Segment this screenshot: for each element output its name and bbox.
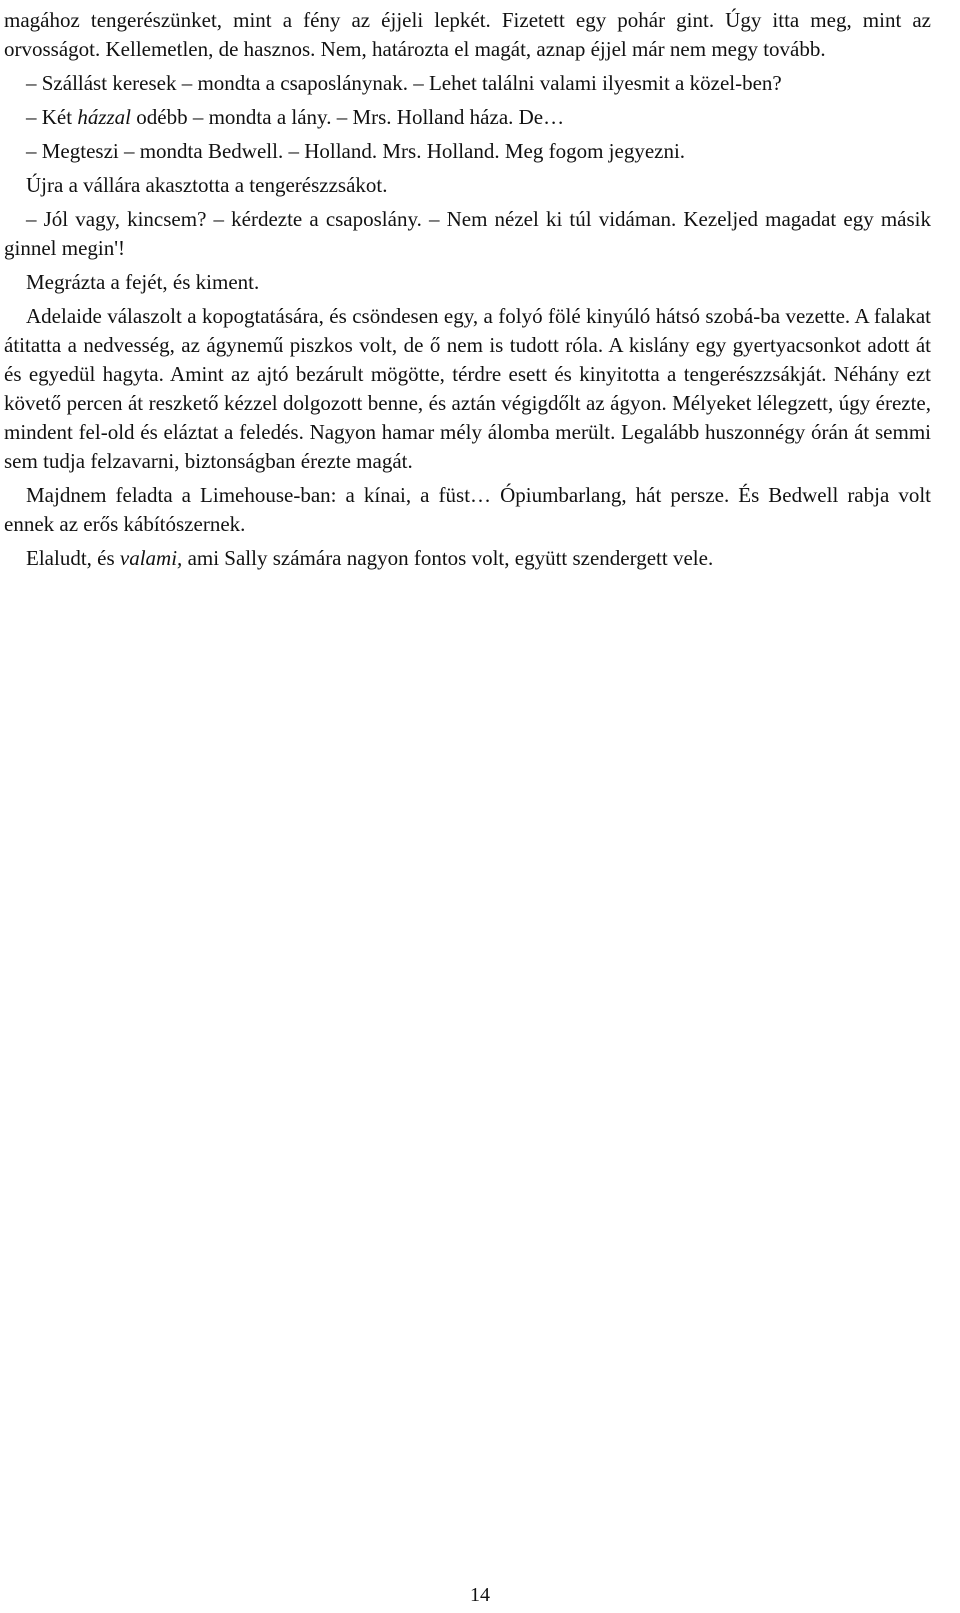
paragraph-2 xyxy=(4,69,931,98)
paragraph-text: Megrázta a fejét, és kiment. xyxy=(26,270,260,294)
paragraph-text: Majdnem feladta a Limehouse-ban: a kínai, a füst… Ópiumbarlang, hát persze. És Bedwell rabja volt ennek az erős kábítószernek. xyxy=(4,483,931,536)
paragraph-1 xyxy=(4,6,931,64)
paragraph-text: ami Sally számára nagyon fontos volt, együtt szendergett vele. xyxy=(182,546,714,570)
paragraph-text: – Szállást keresek – mondta a csaposlánynak. – Lehet találni valami ilyesmit a közel-ben? xyxy=(26,71,782,95)
paragraph-text: Elaludt, és xyxy=(26,546,120,570)
paragraph-10 xyxy=(4,544,931,573)
paragraph-3 xyxy=(4,103,931,132)
page-number: 14 xyxy=(470,1584,490,1606)
italic-text: valami, xyxy=(119,546,183,570)
paragraph-text: – Megteszi – mondta Bedwell. – Holland. Mrs. Holland. Meg fogom jegyezni. xyxy=(26,139,686,163)
paragraph-text: – Jól vagy, kincsem? – kérdezte a csaposlány. – Nem nézel ki túl vidáman. Kezeljed magadat egy másik ginnel megin'! xyxy=(4,207,931,260)
document-body xyxy=(4,6,931,578)
paragraph-6 xyxy=(4,205,931,263)
paragraph-text: magához tengerészünket, mint a fény az éjjeli lepkét. Fizetett egy pohár gint. Úgy itta meg, mint az orvosságot. Kellemetlen, de hasznos. Nem, határozta el magát, aznap éjjel már nem megy tovább. xyxy=(4,8,931,61)
paragraph-8 xyxy=(4,302,931,476)
paragraph-text: odébb – mondta a lány. – Mrs. Holland háza. De… xyxy=(131,105,565,129)
paragraph-text: Adelaide válaszolt a kopogtatására, és csöndesen egy, a folyó fölé kinyúló hátsó szobá-ba vezette. A falakat átitatta a nedvesség, az ágynemű piszkos volt, de ő nem is tudott róla. A kislány egy gyertyacsonkot adott át és egyedül hagyta. Amint az ajtó bezárult mögötte, térdre esett és kinyitotta a tengerészzsákját. Néhány ezt követő percen át reszkető kézzel dolgozott benne, és aztán végigdőlt az ágyon. Mélyeket lélegzett, úgy érezte, mindent fel-old és eláztat a feledés. Nagyon hamar mély álomba merült. Legalább huszonnégy órán át semmi sem tudja felzavarni, biztonságban érezte magát. xyxy=(4,304,931,473)
paragraph-9 xyxy=(4,481,931,539)
paragraph-4 xyxy=(4,137,931,166)
paragraph-7 xyxy=(4,268,931,297)
italic-text: házzal xyxy=(77,105,132,129)
paragraph-text: – Két xyxy=(26,105,78,129)
paragraph-text: Újra a vállára akasztotta a tengerészzsákot. xyxy=(26,173,388,197)
paragraph-5 xyxy=(4,171,931,200)
